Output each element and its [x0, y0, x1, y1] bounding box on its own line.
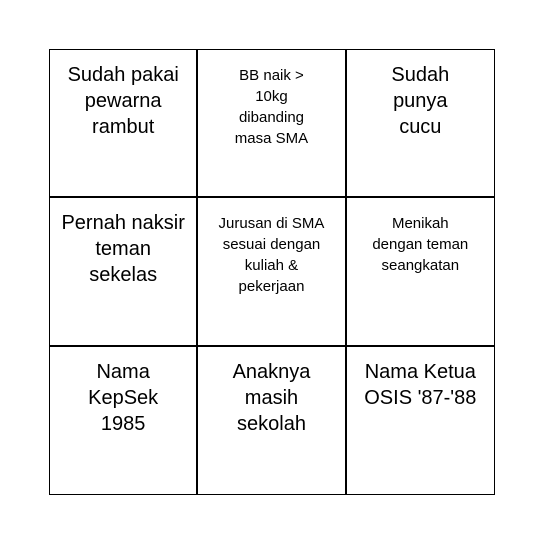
bingo-cell-r1c2[interactable]	[198, 50, 346, 198]
bingo-cell-text: Nama Ketua OSIS '87-'88	[364, 360, 477, 409]
bingo-cell-text: Nama KepSek 1985	[88, 360, 159, 435]
bingo-cell-text: Menikah dengan teman seangkatan	[372, 215, 469, 275]
bingo-cell-r2c2[interactable]	[198, 198, 346, 346]
bingo-cell-r3c1[interactable]	[50, 347, 198, 495]
bingo-cell-r1c1[interactable]	[50, 50, 198, 198]
bingo-cell-r2c1[interactable]	[50, 198, 198, 346]
bingo-cell-text: Jurusan di SMA sesuai dengan kuliah & pekerjaan	[218, 215, 325, 296]
bingo-cell-text: Anaknya masih sekolah	[232, 360, 311, 435]
bingo-cell-text: Sudah punya cucu	[391, 64, 450, 138]
bingo-board	[49, 49, 495, 495]
bingo-cell-r1c3[interactable]	[347, 50, 495, 198]
bingo-cell-text: Sudah pakai pewarna rambut	[67, 64, 179, 138]
bingo-cell-r3c3[interactable]	[347, 347, 495, 495]
bingo-cell-r3c2[interactable]	[198, 347, 346, 495]
bingo-cell-text: Pernah naksir teman sekelas	[61, 212, 185, 287]
bingo-cell-r2c3[interactable]	[347, 198, 495, 346]
bingo-cell-text: BB naik > 10kg dibanding masa SMA	[234, 67, 309, 147]
